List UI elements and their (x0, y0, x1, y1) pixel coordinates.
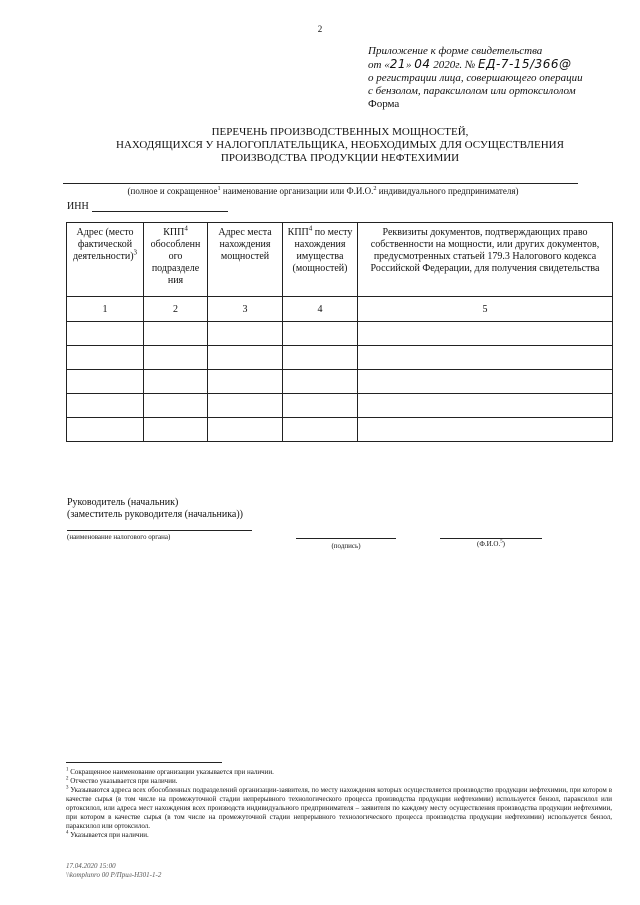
footnotes (66, 768, 612, 840)
footnote-3: $^3$ Указываются адреса всех обособленных подразделений организации-заявителя, по месту нахождения которых осуществляется производство продукции нефтехимии, при котором в качестве сырья (в том числе на промежуточной стадии непрерывного технологического процесса производства продукции нефтехимии) используется бензол, параксилол или ортоксилол, или адреса мест нахождения всех производств индивидуального предпринимателя – заявителя по каждому месту осуществления производства продукции нефтехимии, при котором в качестве сырья (в том числе на промежуточной стадии непрерывного технологического процесса производства продукции нефтехимии) используется бензол, параксилол или ортоксилол. (66, 785, 613, 830)
table-cell[interactable] (358, 322, 613, 346)
table-cell[interactable] (67, 370, 144, 394)
head-title-line-2: (заместитель руководителя (начальника)) (67, 509, 244, 520)
table-cell[interactable] (67, 394, 144, 418)
appendix-line-3: о регистрации лица, совершающего операции (368, 72, 583, 84)
table-row (67, 394, 613, 418)
table-cell[interactable] (358, 346, 613, 370)
table-cell[interactable] (208, 346, 283, 370)
table-cell[interactable] (67, 418, 144, 442)
col-number: 1 (67, 297, 144, 322)
title-line-1: ПЕРЕЧЕНЬ ПРОИЗВОДСТВЕННЫХ МОЩНОСТЕЙ, (211, 126, 469, 138)
table-cell[interactable] (283, 370, 358, 394)
footnote-1: $^1$ Сокращенное наименование организации указывается при наличии. (66, 767, 274, 776)
fio-line (440, 538, 542, 539)
print-metadata (66, 862, 161, 880)
col-header-capacity-address: Адрес места нахождения мощностей (208, 223, 283, 297)
org-name-line (63, 183, 578, 184)
table-cell[interactable] (208, 370, 283, 394)
table-cell[interactable] (67, 322, 144, 346)
table-cell[interactable] (283, 346, 358, 370)
head-signature-block (67, 497, 243, 521)
col-header-kpp-branch: КПП$^4$ обособленн ого подразделе ния (144, 223, 208, 297)
table-cell[interactable] (358, 370, 613, 394)
table-row (67, 370, 613, 394)
head-title-line-1: Руководитель (начальник) (67, 497, 179, 508)
table-cell[interactable] (283, 322, 358, 346)
table-row (67, 322, 613, 346)
date-month: 04 (414, 57, 431, 71)
table-cell[interactable] (283, 394, 358, 418)
file-path: \\komplunro 00 P/Прил-Н301-1-2 (66, 871, 162, 879)
appendix-header (368, 45, 630, 111)
table-cell[interactable] (144, 370, 208, 394)
col-number: 3 (208, 297, 283, 322)
sign-line (296, 538, 396, 539)
table-cell[interactable] (144, 418, 208, 442)
table-cell[interactable] (358, 418, 613, 442)
footnote-separator (66, 762, 222, 763)
appendix-line-2: от «21» 04 2020г. № ЕД-7-15/366@ (368, 57, 572, 71)
title-line-3: ПРОИЗВОДСТВА ПРОДУКЦИИ НЕФТЕХИМИИ (220, 152, 460, 164)
form-label: Форма (368, 98, 400, 110)
title-line-2: НАХОДЯЩИХСЯ У НАЛОГОПЛАТЕЛЬЩИКА, НЕОБХОДИМЫХ ДЛЯ ОСУЩЕСТВЛЕНИЯ (116, 139, 564, 151)
table-cell[interactable] (67, 346, 144, 370)
col-header-documents: Реквизиты документов, подтверждающих право собственности на мощности, или других документов, предусмотренных статьей 179.3 Налогового кодекса Российской Федерации, для получения свидетельства (358, 223, 613, 297)
fio-caption: (Ф.И.О.$^5$) (476, 539, 506, 548)
table-cell[interactable] (208, 418, 283, 442)
document-title (60, 126, 620, 165)
col-number: 2 (144, 297, 208, 322)
org-name-caption: (полное и сокращенное$^1$ наименование организации или Ф.И.О.$^2$ индивидуального предпринимателя) (127, 185, 519, 196)
page-number: 2 (317, 24, 323, 34)
tax-authority-caption: (наименование налогового органа) (67, 533, 171, 541)
doc-number: ЕД-7-15/366@ (478, 57, 572, 71)
col-number: 5 (358, 297, 613, 322)
print-timestamp: 17.04.2020 15:00 (66, 862, 116, 870)
appendix-line-4: с бензолом, параксилолом или ортоксилолом (368, 85, 576, 97)
table-row (67, 346, 613, 370)
table-row (67, 418, 613, 442)
appendix-line-1: Приложение к форме свидетельства (368, 45, 543, 57)
inn-label: ИНН (67, 201, 89, 212)
table-header-row (67, 223, 613, 297)
table-cell[interactable] (144, 346, 208, 370)
table-cell[interactable] (208, 322, 283, 346)
col-header-address: Адрес (место фактической деятельности)$^3$ (67, 223, 144, 297)
capacity-table (66, 222, 613, 442)
table-cell[interactable] (208, 394, 283, 418)
tax-authority-line (67, 530, 252, 531)
table-number-row (67, 297, 613, 322)
table-cell[interactable] (144, 322, 208, 346)
col-header-kpp-property: КПП$^4$ по месту нахождения имущества (мощностей) (283, 223, 358, 297)
date-day: 21 (389, 57, 406, 71)
col-number: 4 (283, 297, 358, 322)
table-cell[interactable] (358, 394, 613, 418)
date-year: 2020 (433, 59, 456, 71)
inn-field-line (92, 211, 228, 212)
footnote-2: $^2$ Отчество указывается при наличии. (66, 776, 178, 785)
sign-caption: (подпись) (331, 542, 361, 550)
table-cell[interactable] (144, 394, 208, 418)
table-cell[interactable] (283, 418, 358, 442)
footnote-4: $^4$ Указывается при наличии. (66, 830, 149, 839)
